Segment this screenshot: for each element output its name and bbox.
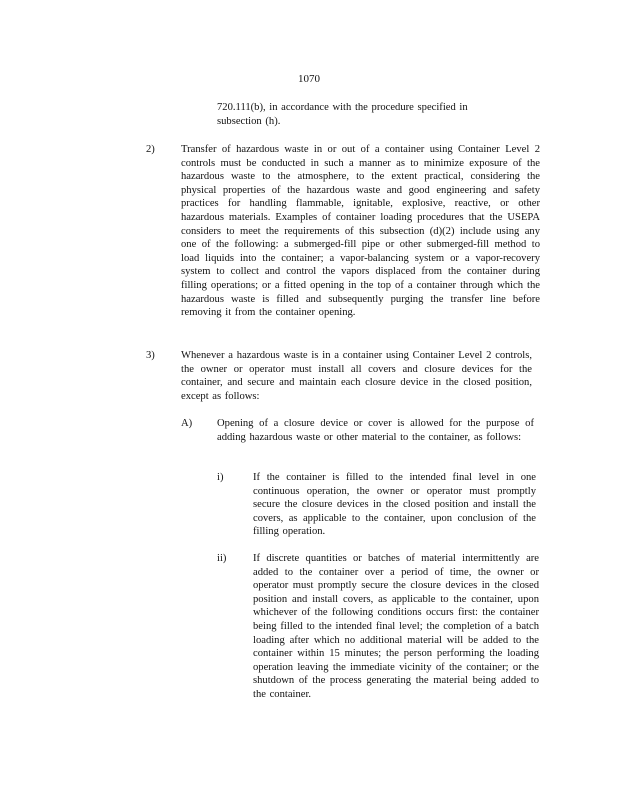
item-text-2: Transfer of hazardous waste in or out of a container using Container Level 2 controls must be conducted in such a manner as to minimize exposure of the hazardous waste to the atmosphere, to the extent practical, considering the physical properties of the hazardous waste and good engineering and safety practices for handling flammable, ignitable, explosive, reactive, or other hazardous materials. Examples of container loading procedures that the USEPA considers to meet the requirements of this subsection (d)(2) include using any one of the following: a submerged-fill pipe or other submerged-fill method to load liquids into the container; a vapor-balancing system or a vapor-recovery system to collect and control the vapors displaced from the container during filling operations; or a fitted opening in the top of a container through which the hazardous waste is filled and subsequently purging the transfer line before removing it from the container opening.	[181, 144, 540, 319]
subsubitem-label-ii: ii)	[217, 553, 227, 564]
subsubitem-text-i: If the container is filled to the intended final level in one continuous operation, the owner or operator must promptly secure the closure devices in the closed position and install the covers, as applicable to the container, upon conclusion of the filling operation.	[253, 472, 536, 538]
continuation-text: 720.111(b), in accordance with the procedure specified in subsection (h).	[217, 102, 468, 127]
subitem-text-A: Opening of a closure device or cover is allowed for the purpose of adding hazardous waste or other material to the container, as follows:	[217, 418, 534, 443]
subsubitem-label-i: i)	[217, 472, 224, 483]
subitem-label-A: A)	[181, 418, 193, 429]
item-text-3: Whenever a hazardous waste is in a container using Container Level 2 controls, the owner or operator must install all covers and closure devices for the container, and secure and maintain each closure device in the closed position, except as follows:	[181, 350, 532, 402]
item-label-3: 3)	[146, 350, 155, 361]
subsubitem-text-ii: If discrete quantities or batches of material intermittently are added to the container over a period of time, the owner or operator must promptly secure the closure devices in the closed position and install covers, as applicable to the container, upon whichever of the following conditions occurs first: the container being filled to the intended final level; the completion of a batch loading after which no additional material will be added to the container within 15 minutes; the person performing the loading operation leaving the immediate vicinity of the container; or the shutdown of the process generating the material being added to the container.	[253, 553, 539, 700]
item-label-2: 2)	[146, 144, 155, 155]
page-number: 1070	[298, 73, 320, 85]
